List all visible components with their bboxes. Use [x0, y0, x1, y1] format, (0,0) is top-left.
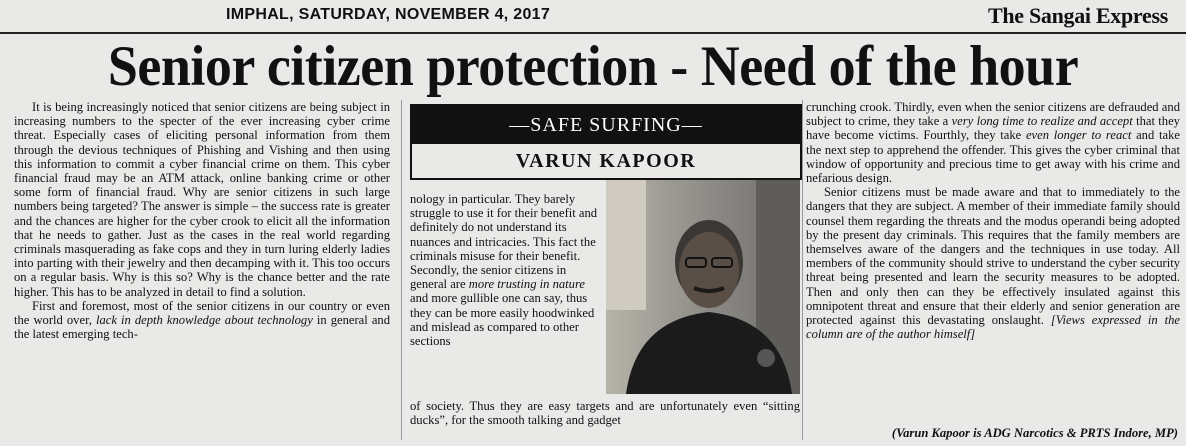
column-byline-box — [410, 104, 802, 180]
column-name: —SAFE SURFING— — [412, 106, 800, 144]
article-column-2-continued — [410, 399, 800, 427]
column-divider — [802, 100, 803, 440]
author-photo — [606, 180, 800, 394]
article-column-1 — [14, 100, 390, 341]
page-header — [0, 0, 1186, 34]
paragraph: crunching crook. Thirdly, even when the senior citizens are defrauded and subject to crime, they take a very long time to realize and accept that they have become victims. Fourthly, they take even longer to react and take the next step to apprehend the offender. This gives the cyber criminal that window of opportunity and precious time to get away with his crime and nefarious design. — [806, 100, 1180, 186]
column-divider — [401, 100, 402, 440]
paragraph: of society. Thus they are easy targets and are unfortunately even “sitting ducks”, for the smooth talking and gadget — [410, 399, 800, 428]
dateline: IMPHAL, SATURDAY, NOVEMBER 4, 2017 — [226, 6, 551, 23]
author-name: VARUN KAPOOR — [515, 150, 697, 172]
paragraph: nology in particular. They barely struggle to use it for their benefit and definitely do not understand its nuances and intricacies. This fact the criminals misuse for their benefit. Secondly, the senior citizens in general are more trusting in nature and more gullible one can say, thus they can be more easily hoodwinked and mislead as compared to other sections — [410, 192, 598, 349]
article-column-3 — [806, 100, 1180, 341]
author-portrait-image — [606, 180, 800, 394]
paragraph: Senior citizens must be made aware and that to immediately to the dangers that they are subject. A member of their immediate family should counsel them regarding the threats and the modus operandi being adopted by the present day criminals. This requires that the family members are themselves aware of the dangers and the techniques in use today. All members of the community should strive to understand the cyber security threat being presented and learn the security measures to be adopted. Then and only then can they be effectively insulated against this omnipotent threat and ensure that their elderly and senior generation are protected against this devastating onslaught. [Views expressed in the column are of the author himself] — [806, 185, 1180, 342]
paragraph: It is being increasingly noticed that senior citizens are being subject in increasing numbers to the specter of the ever increasing cyber crime threat. Especially cases of eliciting personal information from them through the devious techniques of Phishing and Vishing and then using this information to commit a cyber financial crime on them. This cyber financial fraud may be an ATM attack, online banking crime or other some form of financial fraud. Why are senior citizens in such large numbers being targeted? The answer is simple – the success rate is greater and the chances are higher for the cyber crook to elicit all the information that he needs to gather. Just as the cases in the real world regarding criminals masquerading as fake cops and they in turn luring elderly ladies into parting with their jewelry and then decamping with it. This too occurs on a regular basis. Why is this so? Why is the chance better and the rate higher. This has to be analyzed in detail to find a solution. — [14, 100, 390, 299]
article-column-2 — [410, 192, 602, 348]
masthead-logo: The Sangai Express — [987, 3, 1168, 28]
paragraph: First and foremost, most of the senior citizens in our country or even the world over, lack in depth knowledge about technology in general and the latest emerging tech- — [14, 298, 391, 342]
article-headline: Senior citizen protection - Need of the hour — [107, 34, 1079, 98]
author-note: (Varun Kapoor is ADG Narcotics & PRTS Indore, MP) — [891, 426, 1178, 440]
